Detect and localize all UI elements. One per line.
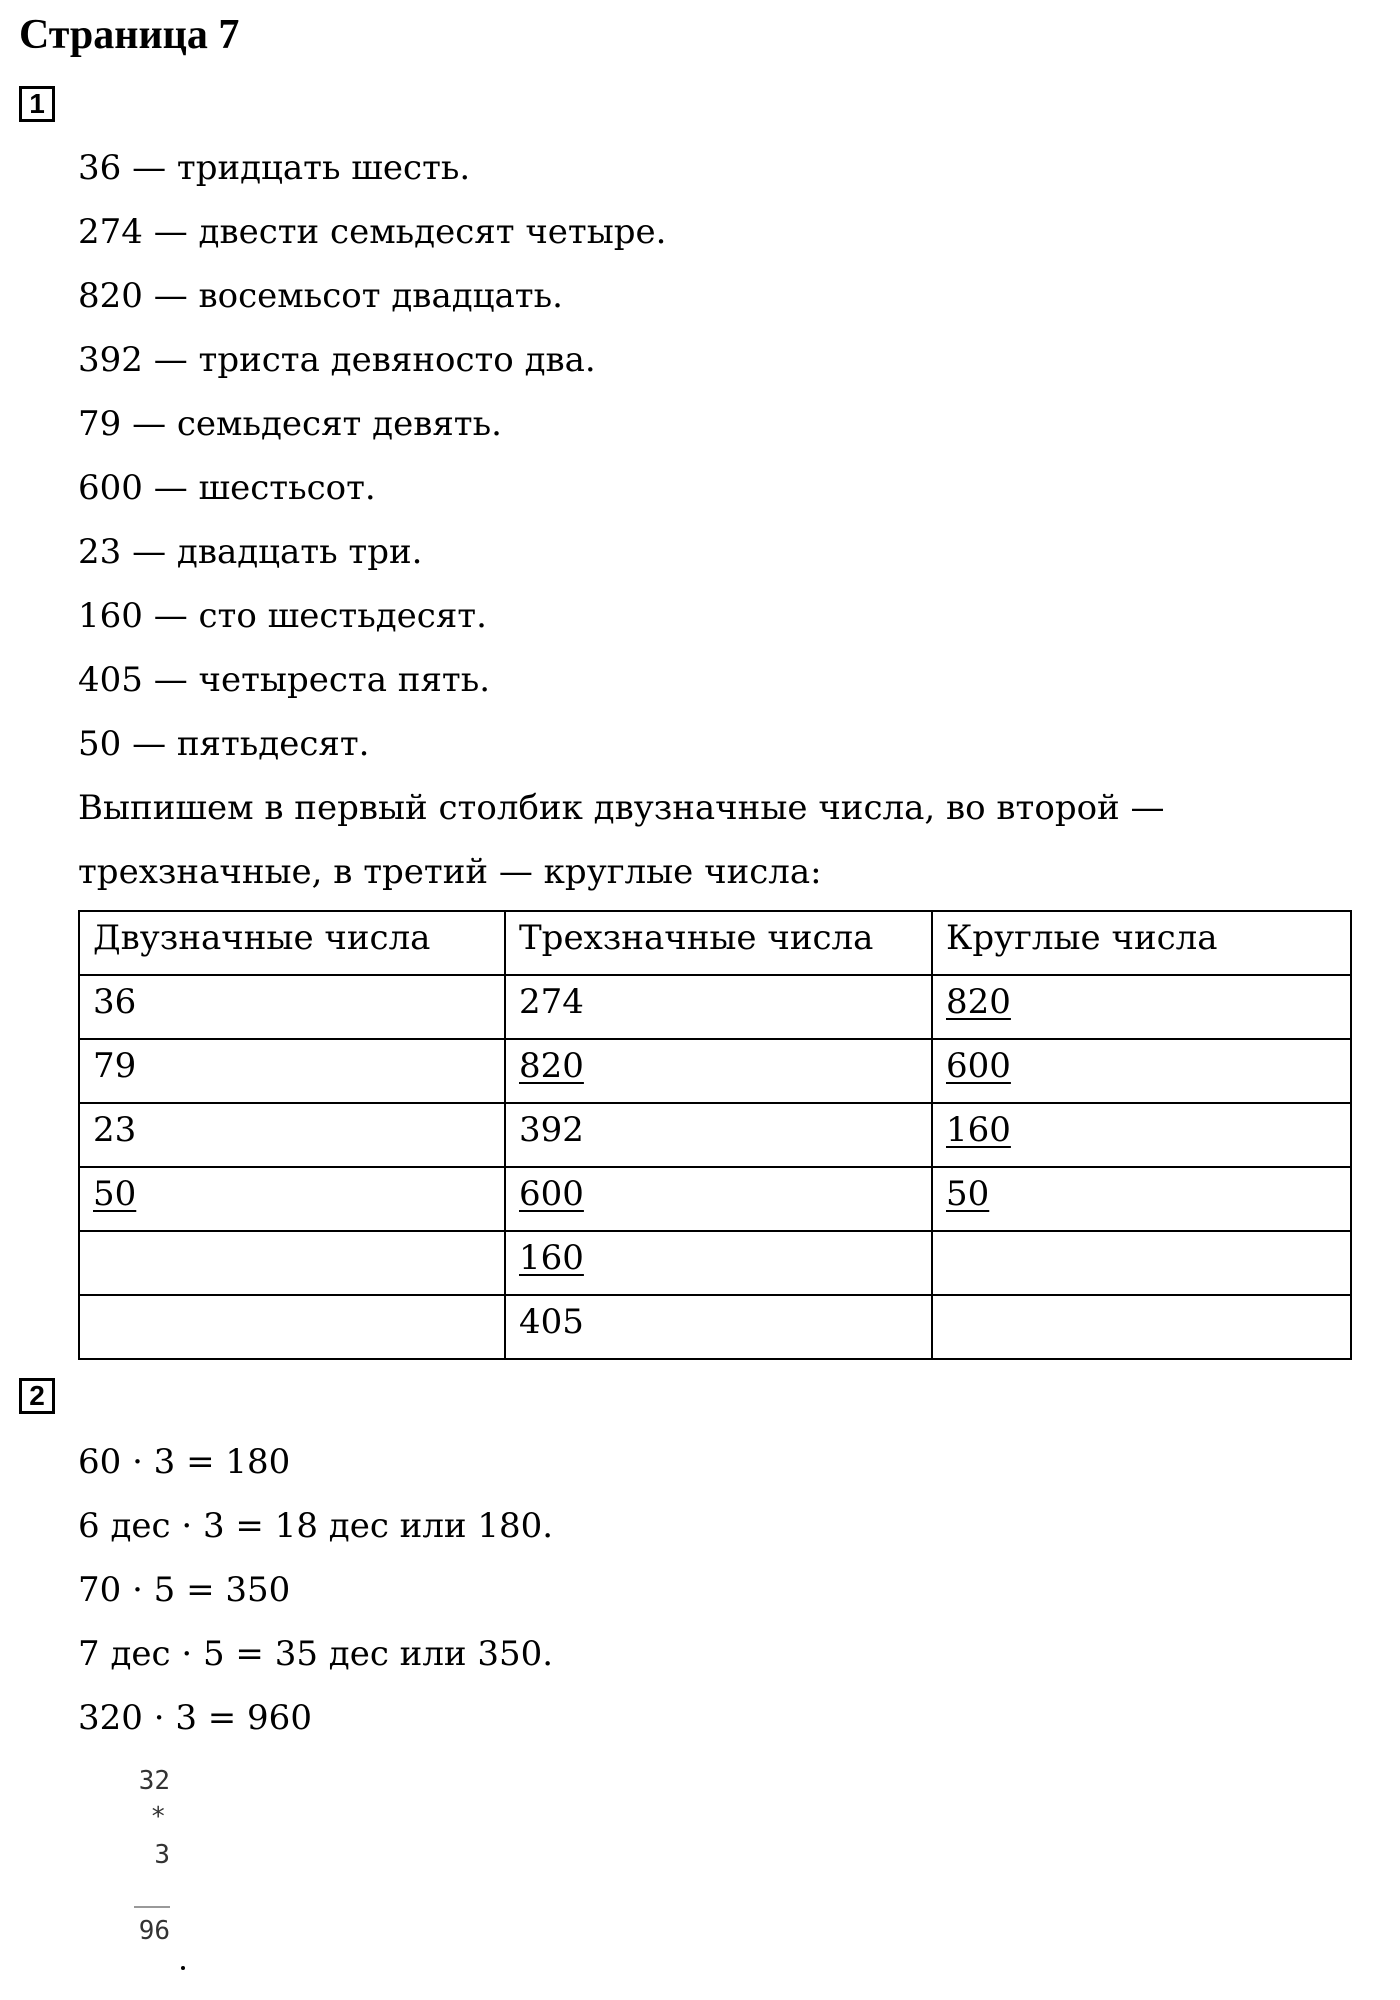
- table-row: [79, 1231, 1351, 1295]
- text-line: 7 дес · 5 = 35 дес или 350.: [78, 1634, 554, 1674]
- task-number-1: 1: [19, 86, 55, 122]
- underlined-value: 600: [519, 1174, 584, 1214]
- table-cell: [79, 1231, 505, 1295]
- header-two-digit: Двузначные числа: [79, 911, 505, 975]
- multiplicand: 32: [138, 1766, 170, 1796]
- underlined-value: 160: [946, 1110, 1011, 1150]
- table-cell: [505, 1167, 932, 1231]
- text-line: 36 — тридцать шесть.: [78, 148, 471, 188]
- text-line: 70 · 5 = 350: [78, 1570, 291, 1610]
- table-row: [79, 1295, 1351, 1359]
- table-header-row: [79, 911, 1351, 975]
- task-number-2: 2: [19, 1378, 55, 1414]
- table-row: [79, 975, 1351, 1039]
- page-title: Страница 7: [19, 12, 240, 58]
- text-line: 820 — восемьсот двадцать.: [78, 276, 563, 316]
- table-cell: [932, 975, 1351, 1039]
- underlined-value: 160: [519, 1238, 584, 1278]
- numbers-table: [78, 910, 1352, 1360]
- text-line: 23 — двадцать три.: [78, 532, 423, 572]
- text-line: трехзначные, в третий — круглые числа:: [78, 852, 822, 892]
- multiplier: 3: [154, 1840, 170, 1870]
- table-cell: 23: [79, 1103, 505, 1167]
- text-line: 60 · 3 = 180: [78, 1442, 291, 1482]
- text-line: 274 — двести семьдесят четыре.: [78, 212, 667, 252]
- table-cell: [79, 1167, 505, 1231]
- underlined-value: 50: [946, 1174, 990, 1214]
- multiply-sign: *: [150, 1802, 166, 1832]
- product: 96: [138, 1916, 170, 1946]
- text-line: 320 · 3 = 960: [78, 1698, 312, 1738]
- table-cell: 392: [505, 1103, 932, 1167]
- text-line: Выпишем в первый столбик двузначные числа, во второй —: [78, 788, 1165, 828]
- table-cell: 79: [79, 1039, 505, 1103]
- text-line: 50 — пятьдесят.: [78, 724, 370, 764]
- table-cell: [932, 1039, 1351, 1103]
- result-divider: [134, 1906, 170, 1908]
- header-three-digit: Трехзначные числа: [505, 911, 932, 975]
- text-line: 600 — шестьсот.: [78, 468, 376, 508]
- underlined-value: 50: [93, 1174, 137, 1214]
- table-row: [79, 1167, 1351, 1231]
- text-line: 160 — сто шестьдесят.: [78, 596, 487, 636]
- task-2-text: [78, 1430, 553, 1750]
- table-cell: 274: [505, 975, 932, 1039]
- table-cell: [932, 1231, 1351, 1295]
- table-cell: [79, 1295, 505, 1359]
- table-cell: [932, 1167, 1351, 1231]
- table-row: [79, 1039, 1351, 1103]
- table-cell: [932, 1103, 1351, 1167]
- table-cell: 405: [505, 1295, 932, 1359]
- task-1-text: [78, 136, 1165, 904]
- table-cell: 36: [79, 975, 505, 1039]
- text-line: 392 — триста девяносто два.: [78, 340, 596, 380]
- table-row: [79, 1103, 1351, 1167]
- text-line: 405 — четыреста пять.: [78, 660, 491, 700]
- table-cell: [505, 1039, 932, 1103]
- header-round: Круглые числа: [932, 911, 1351, 975]
- stray-dot: [181, 1966, 185, 1970]
- underlined-value: 600: [946, 1046, 1011, 1086]
- underlined-value: 820: [946, 982, 1011, 1022]
- text-line: 79 — семьдесят девять.: [78, 404, 502, 444]
- underlined-value: 820: [519, 1046, 584, 1086]
- table-cell: [505, 1231, 932, 1295]
- text-line: 6 дес · 3 = 18 дес или 180.: [78, 1506, 554, 1546]
- table-cell: [932, 1295, 1351, 1359]
